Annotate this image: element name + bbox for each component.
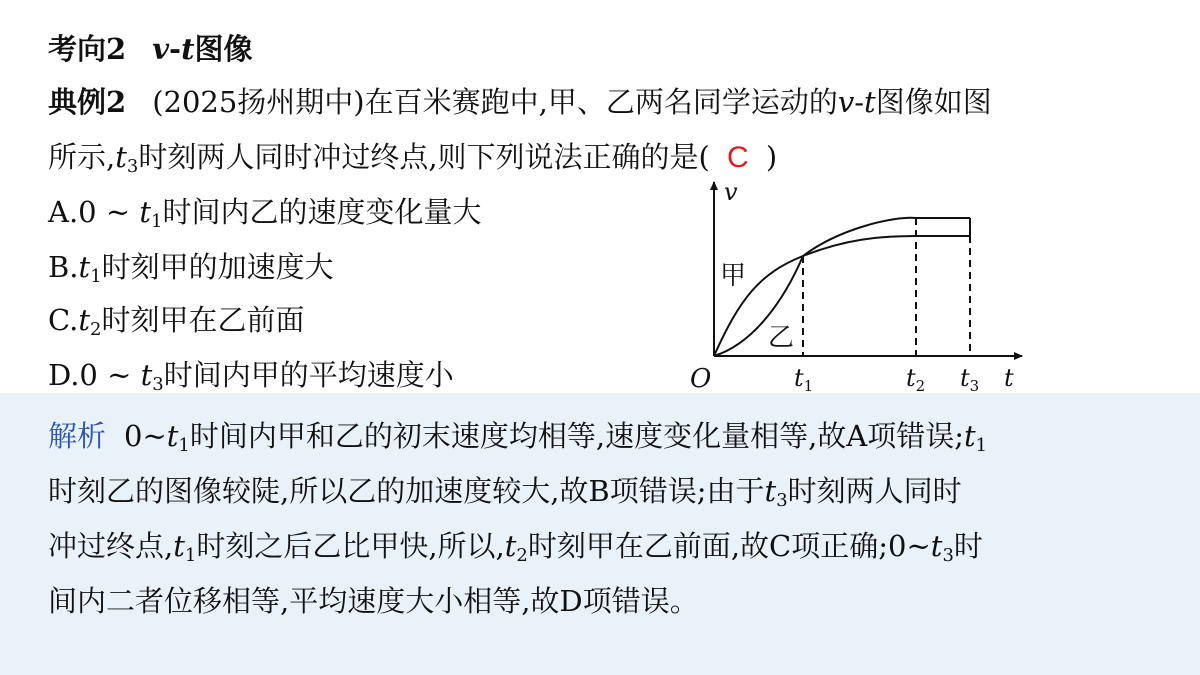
solution-label: 解析 (48, 419, 107, 453)
curve-yi (714, 218, 970, 356)
t2-label: $t_2$ (906, 364, 926, 393)
option-b: $B.t_1$时刻甲的加速度大 (48, 250, 334, 288)
option-c: $C.t_2$时刻甲在乙前面 (48, 303, 305, 341)
v-axis-label: v (724, 178, 738, 206)
option-d: D.0 ~ $t_3$时间内甲的平均速度小 (48, 358, 454, 396)
t1-label: $t_1$ (794, 364, 814, 393)
t3-label: $t_3$ (960, 364, 980, 393)
curve-jia (714, 236, 970, 356)
answer-mark: C (727, 141, 749, 174)
solution-line-1: 解析 $0\sim t_1$时间内甲和乙的初末速度均相等,速度变化量相等,故A项错误$;t_1$ (48, 419, 988, 457)
solution-line-2: 时刻乙的图像较陡,所以乙的加速度较大,故B项错误;由于$t_3$时刻两人同时 (48, 474, 962, 512)
question-line-1: 典例2 (2025扬州期中)在百米赛跑中,甲、乙两名同学运动的v-t图像如图 (48, 85, 992, 119)
yi-label: 乙 (768, 323, 795, 353)
example-label: 典例2 (48, 85, 127, 119)
jia-label: 甲 (720, 261, 747, 291)
question-line-2: 所示$,t_3$时刻两人同时冲过终点,则下列说法正确的是( C ) (48, 140, 778, 178)
option-a: A.0 ~ $t_1$时间内乙的速度变化量大 (48, 195, 482, 233)
solution-line-3: 冲过终点$,t_1$时刻之后乙比甲快,所以$,t_2$时刻甲在乙前面,故C项正确$;0\sim t_3$时 (48, 529, 983, 567)
solution-text (48, 414, 1158, 624)
t-axis-label: t (1004, 364, 1014, 392)
origin-label: O (690, 364, 712, 393)
section-heading: 考向2 v-t图像 (48, 32, 253, 66)
solution-line-4: 间内二者位移相等,平均速度大小相等,故D项错误。 (48, 584, 699, 618)
vt-graph (680, 178, 1040, 393)
